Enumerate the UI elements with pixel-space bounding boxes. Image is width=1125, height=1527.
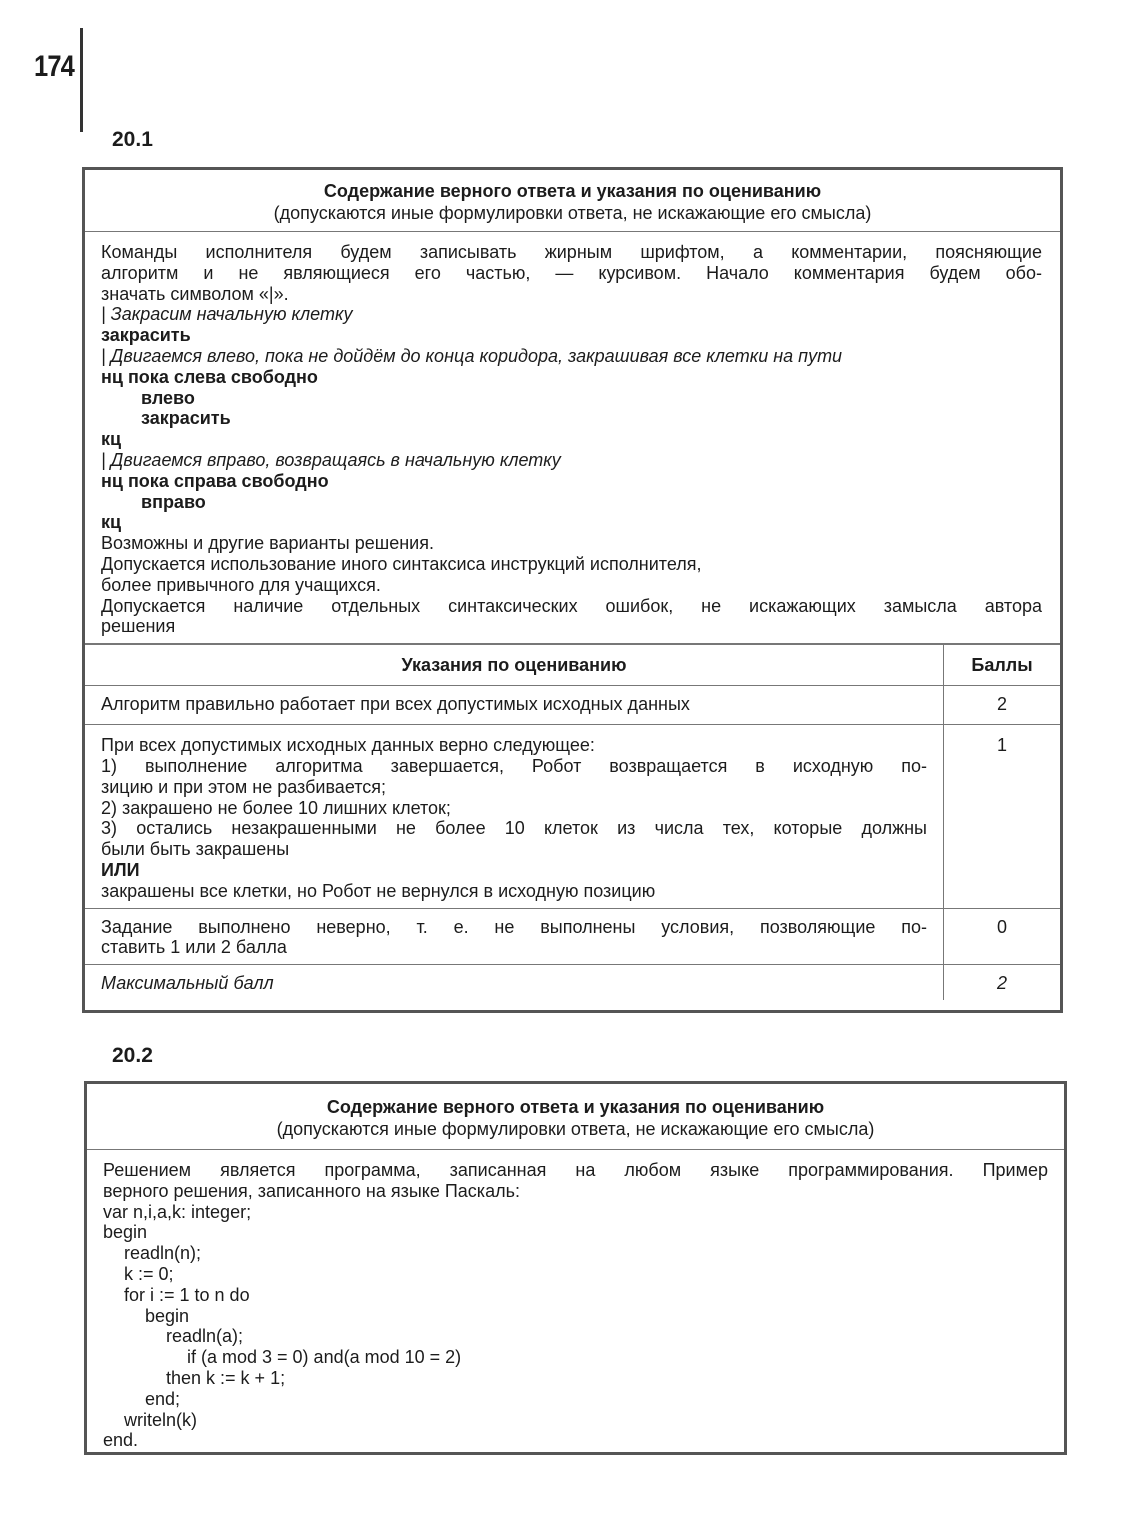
code-line: begin xyxy=(103,1222,148,1243)
max-score-label: Максимальный балл xyxy=(85,965,944,1001)
criteria-points: 1 xyxy=(944,725,1061,908)
points-header: Баллы xyxy=(944,645,1061,686)
answer-box-header xyxy=(85,170,1060,232)
code-line: readln(a); xyxy=(166,1326,244,1347)
criteria-line: ставить 1 или 2 балла xyxy=(101,937,287,958)
criteria-line: Алгоритм правильно работает при всех допустимых исходных данных xyxy=(101,694,690,715)
section-title-20-2: 20.2 xyxy=(112,1044,153,1067)
code-line: if (a mod 3 = 0) and(a mod 10 = 2) xyxy=(187,1347,462,1368)
criteria-header-row xyxy=(85,645,1060,686)
intro-text xyxy=(101,242,1042,304)
criteria-line: Задание выполнено неверно, т. е. не выполнены условия, позволяющие по- xyxy=(101,916,927,937)
or-label: ИЛИ xyxy=(101,859,140,880)
criteria-row xyxy=(85,908,1060,965)
max-score-row xyxy=(85,965,1060,1001)
header-subtitle: (допускаются иные формулировки ответа, не искажающие его смысла) xyxy=(273,203,872,223)
algorithm xyxy=(101,304,1042,533)
code-line: begin xyxy=(145,1305,190,1326)
criteria-line: закрашены все клетки, но Робот не вернулся в исходную позицию xyxy=(101,880,656,901)
criteria-line: При всех допустимых исходных данных верно следующее: xyxy=(101,735,595,756)
criteria-points: 2 xyxy=(944,686,1061,725)
note-line: Допускается наличие отдельных синтаксических ошибок, не искажающих замысла автора xyxy=(101,595,1042,616)
notes xyxy=(101,533,1042,637)
code-line: readln(n); xyxy=(124,1243,202,1264)
answer-box-20-2 xyxy=(84,1081,1067,1455)
intro-line: верного решения, записанного на языке Паскаль: xyxy=(103,1180,520,1201)
note-line: Допускается использование иного синтаксиса инструкций исполнителя, xyxy=(101,553,702,574)
intro-line: значать символом «|». xyxy=(101,283,289,304)
intro-text xyxy=(103,1160,1048,1202)
code-line: k := 0; xyxy=(124,1263,174,1284)
algorithm-command: нц пока слева свободно xyxy=(101,366,318,387)
criteria-table xyxy=(85,644,1060,1000)
note-line: решения xyxy=(101,616,176,637)
criteria-text xyxy=(85,686,944,725)
solution-text xyxy=(87,1150,1064,1457)
code-line: writeln(k) xyxy=(124,1409,198,1430)
code-line: then k := k + 1; xyxy=(166,1367,286,1388)
header-title: Содержание верного ответа и указания по оцениванию xyxy=(323,181,822,201)
algorithm-command: кц xyxy=(101,429,122,450)
criteria-line: зицию и при этом не разбивается; xyxy=(101,776,387,797)
solution-text xyxy=(85,232,1060,644)
note-line: Возможны и другие варианты решения. xyxy=(101,533,434,554)
code-line: end; xyxy=(145,1388,181,1409)
code-line: var n,i,a,k: integer; xyxy=(103,1201,252,1222)
criteria-line: были быть закрашены xyxy=(101,839,290,860)
note-line: более привычного для учащихся. xyxy=(101,574,381,595)
code-line: for i := 1 to n do xyxy=(124,1284,250,1305)
max-score-value: 2 xyxy=(944,965,1061,1001)
criteria-line: 2) закрашено не более 10 лишних клеток; xyxy=(101,797,451,818)
section-title-20-1: 20.1 xyxy=(112,128,153,151)
page-number: 174 xyxy=(34,50,75,83)
criteria-header: Указания по оцениванию xyxy=(85,645,944,686)
algorithm-comment: | Двигаемся влево, пока не дойдём до конца коридора, закрашивая все клетки на пути xyxy=(101,345,843,366)
algorithm-comment: | Закрасим начальную клетку xyxy=(101,304,353,325)
algorithm-comment: | Двигаемся вправо, возвращаясь в начальную клетку xyxy=(101,449,561,470)
algorithm-command: влево xyxy=(141,387,195,408)
header-title: Содержание верного ответа и указания по оцениванию xyxy=(326,1097,825,1117)
algorithm-command: закрасить xyxy=(101,325,191,346)
criteria-row xyxy=(85,686,1060,725)
answer-box-header xyxy=(87,1084,1064,1150)
criteria-line: 1) выполнение алгоритма завершается, Робот возвращается в исходную по- xyxy=(101,755,927,776)
criteria-line: 3) остались незакрашенными не более 10 клеток из числа тех, которые должны xyxy=(101,818,927,839)
algorithm-command: нц пока справа свободно xyxy=(101,470,329,491)
algorithm-command: кц xyxy=(101,512,122,533)
criteria-points: 0 xyxy=(944,908,1061,965)
criteria-row xyxy=(85,725,1060,908)
code-line: end. xyxy=(103,1430,139,1451)
algorithm-command: закрасить xyxy=(141,408,231,429)
answer-box-20-1 xyxy=(82,167,1063,1013)
criteria-text xyxy=(85,725,944,908)
intro-line: Решением является программа, записанная на любом языке программирования. Пример xyxy=(103,1160,1048,1180)
margin-rule xyxy=(80,28,83,132)
intro-line: Команды исполнителя будем записывать жирным шрифтом, а комментарии, поясняющие xyxy=(101,242,1042,262)
header-subtitle: (допускаются иные формулировки ответа, не искажающие его смысла) xyxy=(276,1119,875,1139)
intro-line: алгоритм и не являющиеся его частью, — курсивом. Начало комментария будем обо- xyxy=(101,262,1042,283)
code-block xyxy=(103,1202,1048,1452)
algorithm-command: вправо xyxy=(141,491,206,512)
criteria-text xyxy=(85,908,944,965)
